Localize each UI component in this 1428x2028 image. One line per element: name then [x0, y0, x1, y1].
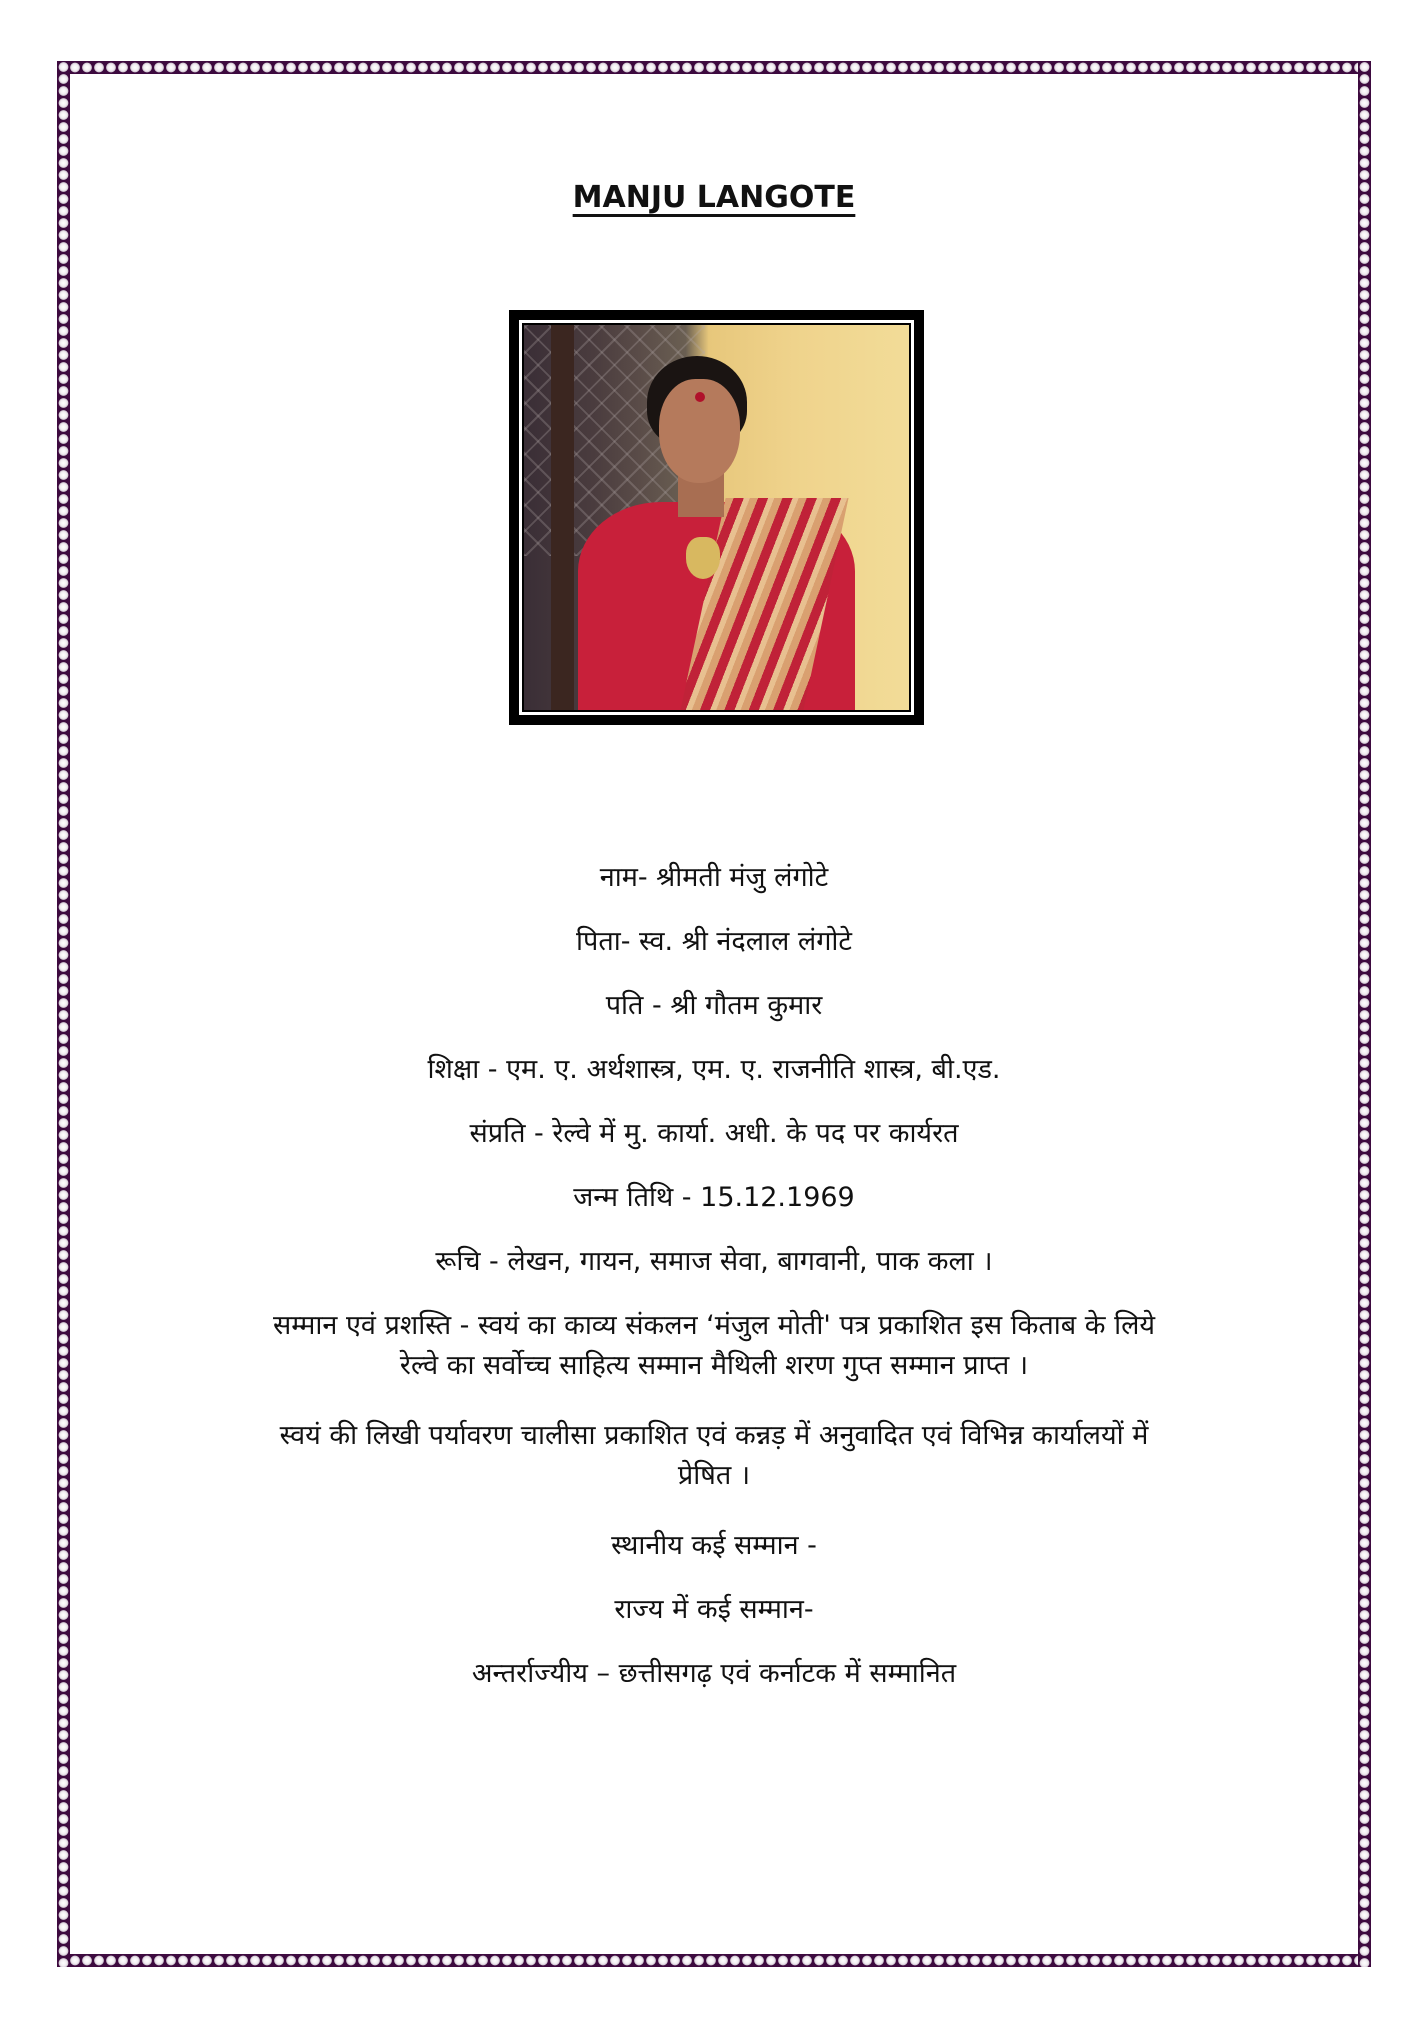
bio-honors-line-2: रेल्वे का सर्वोच्च साहित्य सम्मान मैथिली शरण गुप्त सम्मान प्राप्त ।	[399, 1350, 1029, 1381]
bio-dob	[150, 1178, 1278, 1218]
bio-state-honors-text: राज्य में कई सम्मान-	[614, 1594, 814, 1625]
bio-father-text: पिता- स्व. श्री नंदलाल लंगोटे	[575, 926, 853, 957]
bio-honors-line-1: सम्मान एवं प्रशस्ति - स्वयं का काव्य संकलन ‘मंजुल मोती' पत्र प्रकाशित इस किताब के लिये	[272, 1310, 1156, 1341]
bio-occupation	[150, 1114, 1278, 1154]
border-left	[57, 61, 70, 1967]
bio-husband	[150, 986, 1278, 1026]
border-top	[57, 61, 1371, 74]
bio-state-honors	[150, 1590, 1278, 1630]
bio-interstate-honors	[150, 1654, 1278, 1694]
bio-chalisa-line-1: स्वयं की लिखी पर्यावरण चालीसा प्रकाशित एवं कन्नड़ में अनुवादित एवं विभिन्न कार्यालयों में	[279, 1420, 1149, 1451]
bio-local-honors-text: स्थानीय कई सम्मान -	[611, 1530, 817, 1561]
bio-chalisa	[150, 1416, 1278, 1496]
bio-occupation-text: संप्रति - रेल्वे में मु. कार्या. अधी. के पद पर कार्यरत	[469, 1118, 959, 1149]
bio-name	[150, 858, 1278, 898]
bio-education-text: शिक्षा - एम. ए. अर्थशास्त्र, एम. ए. राजनीति शास्त्र, बी.एड.	[427, 1054, 1001, 1085]
frame-white-gap	[519, 320, 914, 715]
bio-honors	[150, 1306, 1278, 1386]
bio-father	[150, 922, 1278, 962]
door-frame	[551, 325, 574, 710]
portrait-photo	[524, 325, 909, 710]
bio-husband-text: पति - श्री गौतम कुमार	[605, 990, 823, 1021]
bio-interests-text: रूचि - लेखन, गायन, समाज सेवा, बागवानी, पाक कला ।	[435, 1246, 993, 1277]
bio-dob-text: जन्म तिथि - 15.12.1969	[573, 1182, 855, 1213]
border-bottom	[57, 1954, 1371, 1967]
bio-local-honors	[150, 1526, 1278, 1566]
portrait-photo-frame	[509, 310, 924, 725]
border-right	[1358, 61, 1371, 1967]
bio-name-text: नाम- श्रीमती मंजु लंगोटे	[599, 862, 829, 893]
page-title: MANJU LANGOTE	[572, 180, 856, 215]
bio-education	[150, 1050, 1278, 1090]
necklace	[686, 537, 721, 579]
bio-interstate-honors-text: अन्तर्राज्यीय – छत्तीसगढ़ एवं कर्नाटक में सम्मानित	[471, 1658, 957, 1689]
bio-chalisa-line-2: प्रेषित ।	[677, 1460, 751, 1491]
frame-inner-line	[522, 323, 911, 712]
bio-interests	[150, 1242, 1278, 1282]
